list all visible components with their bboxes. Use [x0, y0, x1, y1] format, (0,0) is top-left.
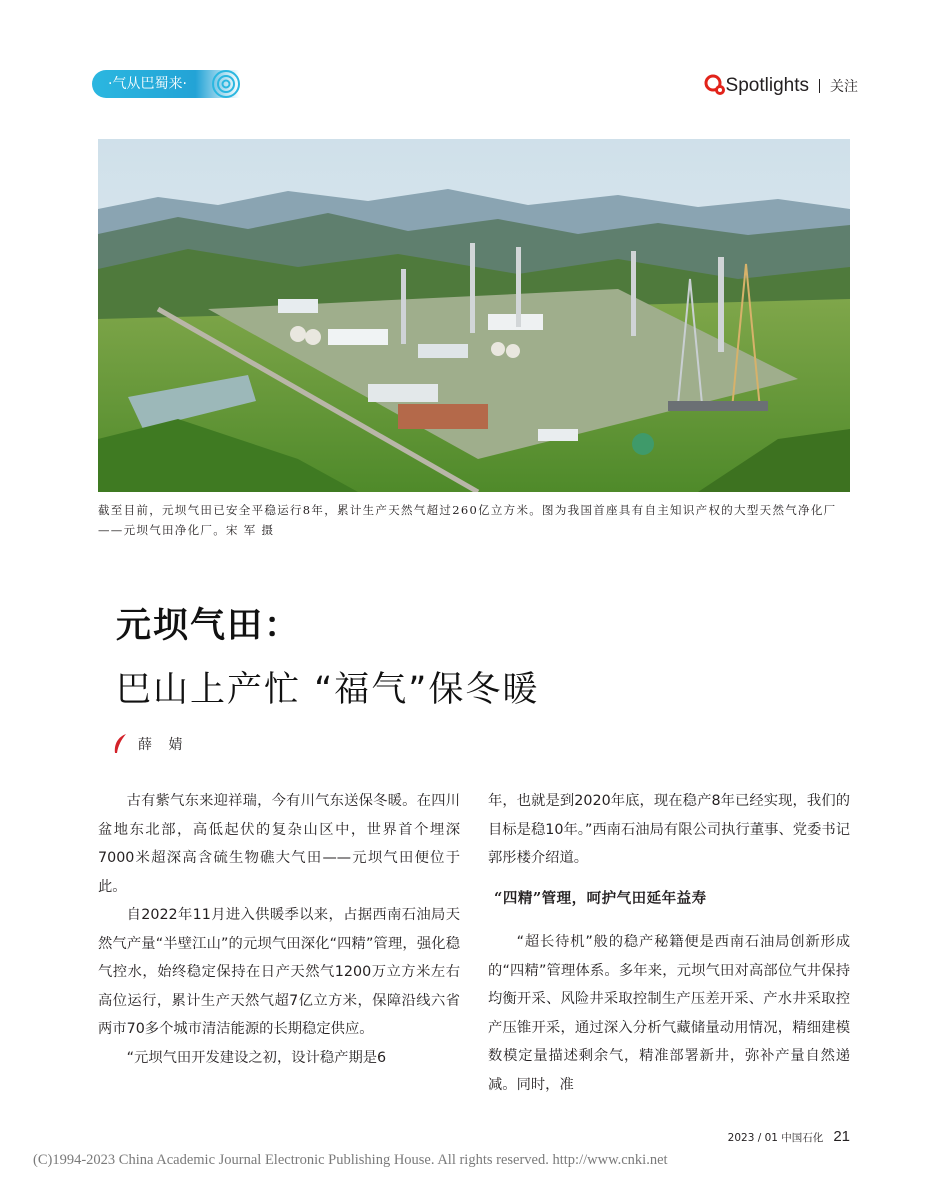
gas-plant-illustration	[98, 139, 850, 492]
paragraph: “元坝气田开发建设之初，设计稳产期是6	[126, 1049, 387, 1066]
paragraph-continued: 年，也就是到2020年底，现在稳产8年已经实现，我们的目标是稳10年。”西南石油局有限公司执行董事、党委书记郭彤楼介绍道。	[488, 793, 850, 866]
swirl-icon	[210, 68, 242, 100]
brand-divider	[819, 79, 820, 93]
section-tag	[92, 70, 240, 98]
issue-info: 2023 / 01 中国石化	[727, 1132, 824, 1144]
page-number: 21	[833, 1128, 850, 1145]
section-subheading: “四精”管理，呵护气田延年益寿	[494, 889, 707, 907]
paragraph: 古有紫气东来迎祥瑞，今有川气东送保冬暖。在四川盆地东北部，高低起伏的复杂山区中，世界首个埋深7000米超深高含硫生物礁大气田——元坝气田便位于此。	[98, 793, 460, 895]
section-tag-label: ·气从巴蜀来·	[108, 76, 187, 92]
spotlights-logo	[704, 70, 858, 102]
brand-name: Spotlights	[725, 75, 809, 96]
article-column-left	[98, 787, 460, 1072]
article-title-line2: 巴山上产忙 “福气”保冬暖	[116, 670, 540, 710]
article-column-right	[488, 787, 850, 1099]
paragraph: 自2022年11月进入供暖季以来，占据西南石油局天然气产量“半壁江山”的元坝气田深化“四精”管理，强化稳气控水，始终稳定保持在日产天然气1200万立方米左右高位运行，累计生产天然气超7亿立方米，保障沿线六省两市70多个城市清洁能源的长期稳定供应。	[98, 907, 460, 1037]
brand-chinese: 关注	[830, 79, 858, 95]
article-title-line1: 元坝气田：	[116, 606, 302, 646]
author-name: 薛 婧	[138, 737, 189, 753]
spotlights-icon	[704, 73, 726, 99]
quill-icon	[112, 733, 128, 755]
copyright-notice: (C)1994-2023 China Academic Journal Electronic Publishing House. All rights reserved. http://www.cnki.net	[33, 1152, 668, 1168]
photo-caption: 截至目前，元坝气田已安全平稳运行8年，累计生产天然气超过260亿立方米。图为我国首座具有自主知识产权的大型天然气净化厂——元坝气田净化厂。宋 军 摄	[98, 503, 837, 537]
gas-plant-photo	[98, 139, 850, 492]
author-byline	[112, 732, 188, 756]
paragraph: “超长待机”般的稳产秘籍便是西南石油局创新形成的“四精”管理体系。多年来，元坝气田对高部位气井保持均衡开采、风险井采取控制生产压差开采、产水井采取控产压锥开采，通过深入分析气藏储量动用情况，精细建模数模定量描述剩余气，精准部署新井，弥补产量自然递减。同时，准	[488, 934, 850, 1093]
page-footer	[728, 1128, 850, 1145]
